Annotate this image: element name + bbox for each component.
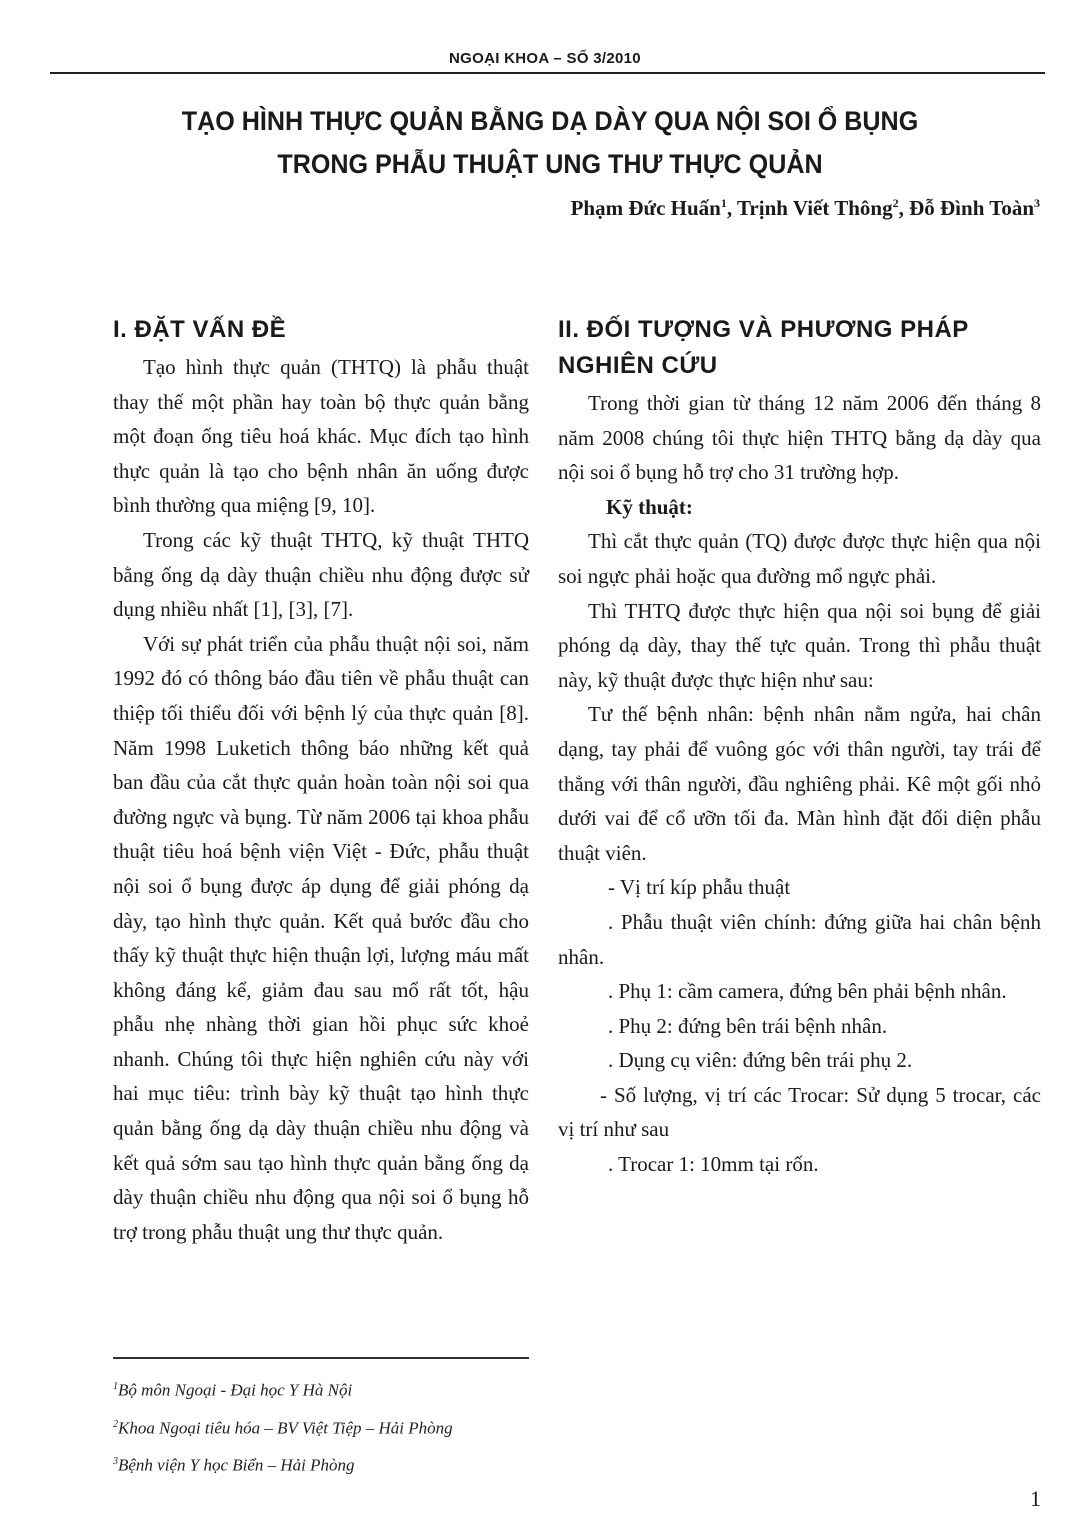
list-item: . Dụng cụ viên: đứng bên trái phụ 2.: [608, 1048, 913, 1073]
author-list: [571, 196, 1040, 221]
page-number: 1: [1030, 1486, 1041, 1511]
section-heading: I. ĐẶT VẤN ĐỀ: [113, 316, 287, 343]
author-name: Phạm Đức Huấn: [570, 196, 721, 220]
footnote-text: Bộ môn Ngoại - Đại học Y Hà Nội: [118, 1380, 353, 1400]
list-item: . Phụ 1: cầm camera, đứng bên phải bệnh nhân.: [608, 979, 1007, 1004]
author-affiliation-mark: 2: [892, 196, 899, 210]
author-separator: ,: [898, 196, 910, 220]
title-line: TRONG PHẪU THUẬT UNG THƯ THỰC QUẢN: [277, 149, 823, 179]
footnote: [113, 1408, 453, 1446]
author-separator: ,: [726, 196, 737, 220]
author-name: Trịnh Viết Thông: [736, 196, 893, 220]
subheading: Kỹ thuật:: [606, 494, 693, 519]
paragraph: Tạo hình thực quản (THTQ) là phẫu thuật thay thế một phần hay toàn bộ thực quản bằng một đoạn ống tiêu hoá khác. Mục đích tạo hình thực quản là tạo cho bệnh nhân ăn uống được bình thường qua miệng [9, 10].: [113, 355, 529, 518]
footnote-mark: 1: [113, 1381, 118, 1392]
paragraph: Tư thế bệnh nhân: bệnh nhân nằm ngửa, hai chân dạng, tay phải để vuông góc với thân người, tay trái để thẳng với thân người, đầu nghiêng phải. Kê một gối nhỏ dưới vai để cổ ưỡn tối đa. Màn hình đặt đối diện phẫu thuật viên.: [558, 702, 1041, 865]
author-affiliation-mark: 1: [720, 196, 727, 210]
footnote-rule: [113, 1357, 529, 1359]
paragraph: Trong các kỹ thuật THTQ, kỹ thuật THTQ bằng ống dạ dày thuận chiều nhu động được sử dụng nhiều nhất [1], [3], [7].: [113, 527, 529, 622]
footnotes: [113, 1370, 453, 1483]
paragraph: Với sự phát triển của phẫu thuật nội soi, năm 1992 đó có thông báo đầu tiên về phẫu thuật can thiệp tối thiểu đối với bệnh lý của thực quản [8]. Năm 1998 Luketich thông báo những kết quả ban đầu của cắt thực quản hoàn toàn nội soi qua đường ngực và bụng. Từ năm 2006 tại khoa phẫu thuật tiêu hoá bệnh viện Việt - Đức, phẫu thuật nội soi ổ bụng được áp dụng để giải phóng dạ dày, tạo hình thực quản. Kết quả bước đầu cho thấy kỹ thuật thực hiện thuận lợi, lượng máu mất không đáng kể, giảm đau sau mổ rất tốt, hậu phẫu nhẹ nhàng thời gian hồi phục sức khoẻ nhanh. Chúng tôi thực hiện nghiên cứu này với hai mục tiêu: trình bày kỹ thuật tạo hình thực quản bằng ống dạ dày thuận chiều nhu động và kết quả sớm sau tạo hình thực quản bằng ống dạ dày thuận chiều nhu động qua nội soi ổ bụng hỗ trợ trong phẫu thuật ung thư thực quản.: [113, 631, 529, 1244]
journal-header: NGOẠI KHOA – SỐ 3/2010: [449, 50, 641, 67]
footnote-text: Bệnh viện Y học Biển – Hải Phòng: [118, 1455, 355, 1475]
list-item: . Phụ 2: đứng bên trái bệnh nhân.: [608, 1013, 888, 1038]
footnote: [113, 1370, 453, 1408]
paragraph: Thì cắt thực quản (TQ) được được thực hiện qua nội soi ngực phải hoặc qua đường mổ ngực phải.: [558, 529, 1041, 588]
list-item: - Vị trí kíp phẫu thuật: [608, 875, 791, 900]
section-heading: II. ĐỐI TƯỢNG VÀ PHƯƠNG PHÁP NGHIÊN CỨU: [558, 316, 969, 379]
list-item: - Số lượng, vị trí các Trocar: Sử dụng 5 trocar, các vị trí như sau: [558, 1082, 1041, 1142]
footnote: [113, 1445, 453, 1483]
list-item: . Phẫu thuật viên chính: đứng giữa hai chân bệnh nhân.: [558, 909, 1041, 969]
paragraph: Trong thời gian từ tháng 12 năm 2006 đến tháng 8 năm 2008 chúng tôi thực hiện THTQ bằng dạ dày qua nội soi ổ bụng hỗ trợ cho 31 trường hợp.: [558, 391, 1041, 485]
author-affiliation-mark: 3: [1034, 196, 1040, 210]
footnote-text: Khoa Ngoại tiêu hóa – BV Việt Tiệp – Hải Phòng: [118, 1418, 453, 1438]
header-rule: [50, 72, 1045, 74]
author-name: Đỗ Đình Toàn: [909, 196, 1034, 220]
footnote-mark: 2: [113, 1418, 118, 1430]
paragraph: Thì THTQ được thực hiện qua nội soi bụng để giải phóng dạ dày, thay thế tực quản. Trong thì phẫu thuật này, kỹ thuật được thực hiện như sau:: [558, 598, 1041, 692]
right-column: [558, 312, 1041, 1182]
article-title: [94, 100, 1005, 186]
title-line: TẠO HÌNH THỰC QUẢN BẰNG DẠ DÀY QUA NỘI SOI Ổ BỤNG: [181, 106, 919, 136]
list-item: . Trocar 1: 10mm tại rốn.: [608, 1152, 819, 1177]
footnote-mark: 3: [113, 1456, 118, 1468]
left-column: [113, 312, 529, 1249]
